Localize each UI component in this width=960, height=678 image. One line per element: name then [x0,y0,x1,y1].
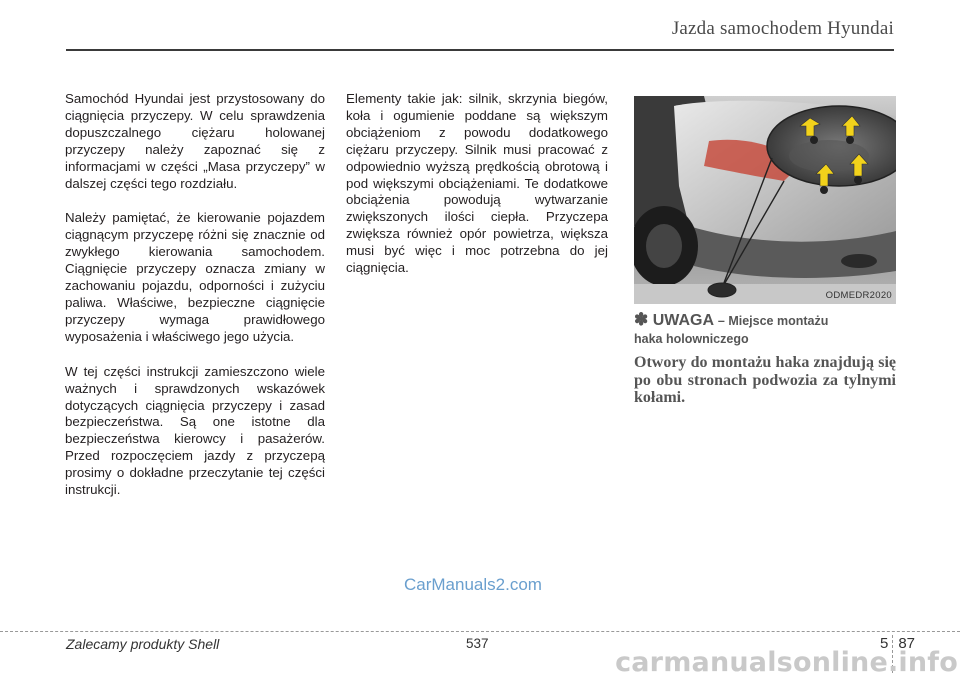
note-body: Otwory do montażu haka znajdują się po obu stronach podwozia za tylnymi kołami. [634,354,896,406]
site-watermark: carmanualsonline.info [615,647,958,678]
car-rear-image [634,96,896,304]
footer-divider [0,631,960,632]
header-title: Jazda samochodem Hyundai [671,18,894,39]
middle-column [346,91,608,295]
asterisk-icon: ✽ [634,310,649,329]
paragraph: W tej części instrukcji zamieszczono wiele ważnych i sprawdzonych wskazówek dotyczących ciągnięcia przyczepy i zasad bezpieczeństwa. Są one istotne dla bezpieczeństwa kierowcy i pasażerów. Przed rozpoczęciem jazdy z przyczepą prosimy o dokładne przeczytanie tej części instrukcji. [65,363,325,498]
chapter-number: 5 [879,635,889,652]
paragraph: Należy pamiętać, że kierowanie pojazdem ciągnącym przyczepę różni się znacznie od zwykłego kierowania samochodem. Ciągnięcie przyczepy oznacza zmiany w zachowaniu pojazdu, odporności i zużyciu paliwa. Właściwe, bezpieczne ciągnięcie przyczepy wymaga prawidłowego wyposażenia i właściwego jego użycia. [65,210,325,344]
rear-car-illustration [634,96,896,304]
paragraph: Elementy takie jak: silnik, skrzynia biegów, koła i ogumienie poddane są większym obciążeniom z powodu dodatkowego ciężaru przyczepy. Silnik musi pracować z odpowiednio wyższą prędkością obrotową i pod większymi obciążeniami. Te dodatkowe obciążenia powodują wytwarzanie zwiększonych ilości ciepła. Przyczepa zwiększa również opór powietrza, większa musi być więc i moc potrzebna do jej ciągnięcia. [346,91,608,276]
paragraph: Samochód Hyundai jest przystosowany do ciągnięcia przyczepy. W celu sprawdzenia dopuszczalnego ciężaru holowanej przyczepy należy zapoznać się z informacjami w części „Masa przyczepy” w dalszej części tego rozdziału. [65,91,325,191]
header-rule [66,49,894,51]
watermark-link[interactable]: CarManuals2.com [404,575,542,594]
page-number: 537 [466,636,489,651]
note-subtitle: – Miejsce montażu [717,314,829,328]
left-column [65,91,325,517]
footer-note: Zalecamy produkty Shell [66,636,220,652]
chapter-page-number: 87 [898,635,915,652]
note-heading [634,311,896,348]
note-box [634,311,896,407]
note-subtitle: haka holowniczego [634,332,749,346]
note-label: UWAGA [652,312,714,329]
figure-code: ODMEDR2020 [825,290,892,301]
